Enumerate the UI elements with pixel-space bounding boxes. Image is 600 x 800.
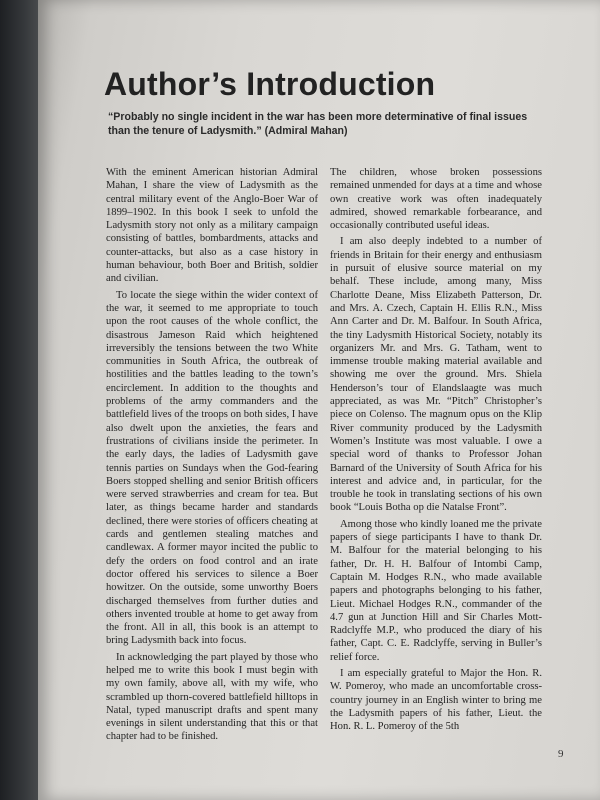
right-column [330, 166, 542, 736]
book-page [38, 0, 600, 800]
paragraph: In acknowledging the part played by those who helped me to write this book I must begin with my own family, above all, with my wife, who scrambled up thorn-covered battlefield hilltops in Natal, typed manuscript drafts and spent many evenings in silent understanding that this or that chapter had to be finished. [106, 651, 318, 743]
page-title: Author’s Introduction [104, 66, 436, 102]
left-column [106, 166, 318, 747]
paragraph: With the eminent American historian Admiral Mahan, I share the view of Ladysmith as the central military event of the Anglo-Boer War of 1899–1902. In this book I seek to unfold the Ladysmith story not only as a military campaign consisting of battles, bombardments, attacks and counter-attacks, but also as a case history in human behaviour, both Boer and British, soldier and civilian. [106, 167, 318, 285]
paragraph: The children, whose broken possessions remained unmended for days at a time and whose own creative work was often inadequately admired, showed remarkable forbearance, and occasionally contributed useful ideas. [330, 167, 542, 232]
paragraph: I am also deeply indebted to a number of friends in Britain for their energy and enthusiasm in pursuit of elusive source material on my behalf. These include, among many, Miss Charlotte Deane, Miss Elizabeth Patterson, Dr. and Mrs. A. Czech, Captain H. Ellis R.N., Miss Ann Carter and Dr. M. Balfour. In South Africa, the tiny Ladysmith Historical Society, notably its organizers Mr. and Mrs. G. Tatham, went to immense trouble making material available and showing me over the ground. Mrs. Shiela Henderson’s tour of Elandslaagte was much appreciated, as was Mr. “Pitch” Christopher’s piece on Colenso. The magnum opus on the Klip River community produced by the Ladysmith Women’s Institute was most valuable. I owe a special word of thanks to Professor Johan Barnard of the University of South Africa for his interest and advice and, in particular, for the trouble he took in translating sections of his own book “Louis Botha op die Natalse Front”. [330, 236, 542, 514]
epigraph-quote: “Probably no single incident in the war has been more determinative of final issues than the tenure of Ladysmith.” (Admiral Mahan) [108, 111, 528, 137]
paragraph: To locate the siege within the wider context of the war, it seemed to me appropriate to touch upon the root causes of the whole conflict, the disastrous Jameson Raid which heightened irreversibly the tensions between the two White communities in South Africa, the outbreak of hostilities and the battles leading to the town’s encirclement. In addition to the thoughts and problems of the army commanders and the battlefield lives of the troops on both sides, I have also dwelt upon the anxieties, the fears and frustrations of civilians inside the perimeter. In the early days, the ladies of Ladysmith gave tennis parties on Sundays when the God-fearing Boers stopped shelling and senior British officers were served strawberries and cream for tea. But later, as things became harder and standards declined, there were stories of officers cheating at cards and gentlemen stealing matches and candlewax. A former mayor incited the public to defy the orders on food control and an irate doctor offered his services to silence a Boer howitzer. On the outside, some unworthy Boers discharged themselves from further duties and others invented trouble at home to get away from the front. All in all, this book is an attempt to bring Ladysmith back into focus. [106, 289, 318, 647]
paragraph: Among those who kindly loaned me the private papers of siege participants I have to thank Dr. M. Balfour for the material belonging to his father, Dr. H. H. Balfour of Intombi Camp, Captain M. Hodges R.N., who made available papers and photographs belonging to his father, Lieut. Michael Hodges R.N., commander of the 4.7 gun at Junction Hill and Sir Charles Mott-Radclyffe M.P., who produced the diary of his father, Capt. C. E. Radclyffe, serving in Buller’s relief force. [330, 518, 542, 663]
book-binding [0, 0, 40, 800]
paragraph: I am especially grateful to Major the Hon. R. W. Pomeroy, who made an uncomfortable cross-country journey in an English winter to bring me the Ladysmith papers of his father, Lieut. the Hon. R. L. Pomeroy of the 5th [330, 667, 542, 733]
page-number: 9 [558, 748, 564, 760]
